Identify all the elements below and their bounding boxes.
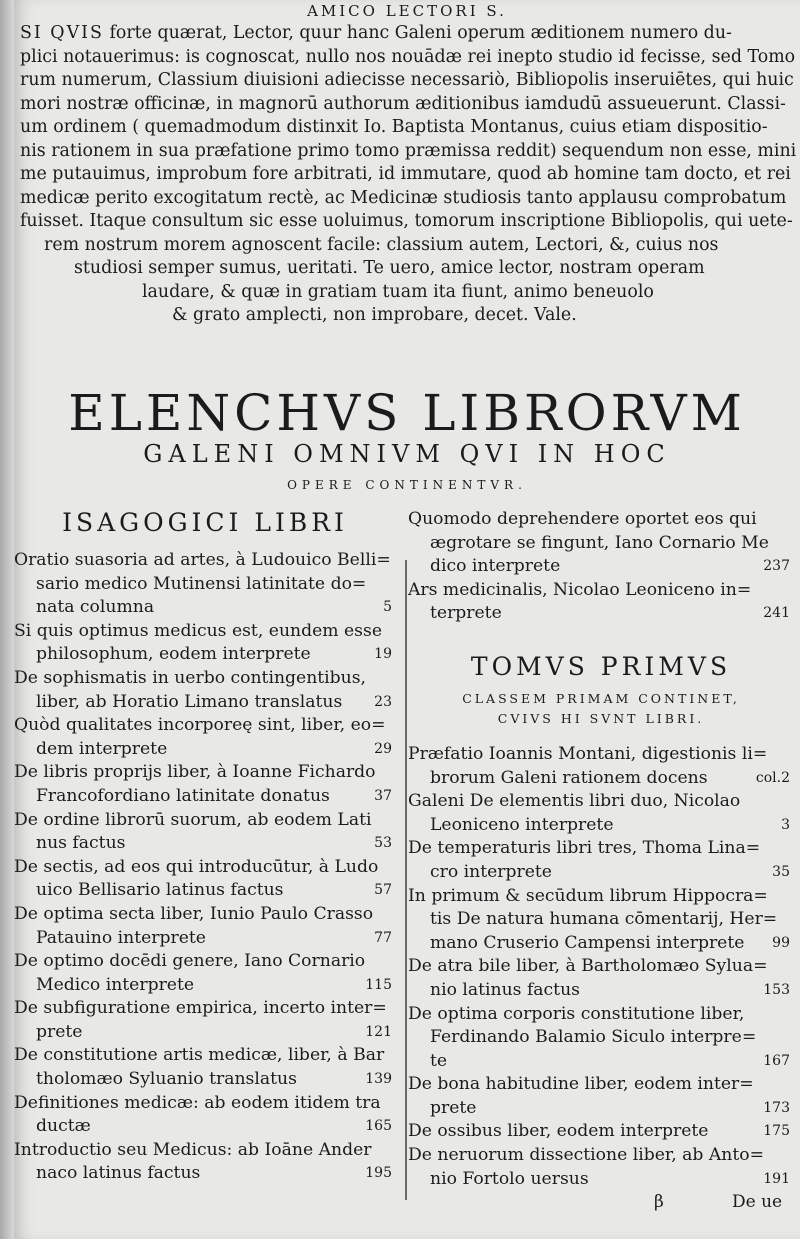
- right-column: [408, 508, 794, 1191]
- catalog-entry: [14, 1139, 396, 1186]
- entry-line: tholomæo Syluanio translatus: [36, 1069, 297, 1090]
- entry-line: De neruorum dissectione liber, ab Anto=: [408, 1145, 765, 1166]
- entry-line: dem interprete: [36, 738, 168, 759]
- preface-line: [14, 116, 800, 140]
- entry-line: De sophismatis in uerbo contingentibus,: [14, 667, 367, 688]
- catalog-entry: [408, 579, 794, 626]
- entry-line: ægrotare se fingunt, Iano Cornario Me: [430, 532, 769, 553]
- catalog-entry: [14, 1044, 396, 1091]
- entry-line: De optima secta liber, Iunio Paulo Crasso: [14, 903, 374, 924]
- tomus-subheading-1: CLASSEM PRIMAM CONTINET,: [462, 690, 740, 706]
- entry-line: ductæ: [36, 1116, 91, 1137]
- preface-line: [14, 22, 800, 46]
- entry-line: Francofordiano latinitate donatus: [36, 785, 330, 806]
- preface-line: [14, 46, 800, 70]
- entry-line: Præfatio Ioannis Montani, digestionis li=: [408, 743, 768, 764]
- catalog-entry: [408, 743, 794, 790]
- entry-line: Introductio seu Medicus: ab Ioāne Ander: [14, 1139, 372, 1160]
- entry-line: brorum Galeni rationem docens: [430, 767, 708, 788]
- entry-page-number: 5: [383, 599, 392, 616]
- entry-line: Definitiones medicæ: ab eodem itidem tra: [14, 1092, 381, 1113]
- title-main: ELENCHVS LIBRORVM: [68, 384, 746, 442]
- entry-page-number: 35: [772, 863, 790, 880]
- entry-line: Patauino interprete: [36, 927, 206, 948]
- catalog-entry: [14, 809, 396, 856]
- preface-lead-word: SI QVIS: [20, 23, 104, 43]
- entry-line: Ferdinando Balamio Siculo interpre=: [430, 1027, 757, 1048]
- entry-page-number: 57: [374, 882, 392, 899]
- entry-line: uico Bellisario latinus factus: [36, 880, 284, 901]
- preface-line: [14, 304, 800, 328]
- entry-page-number: 19: [374, 646, 392, 663]
- entry-line: mano Cruserio Campensi interprete: [430, 932, 745, 953]
- preface-line-text: forte quærat, Lector, quur hanc Galeni operum æditionem numero du-: [103, 23, 732, 43]
- entry-line: sario medico Mutinensi latinitate do=: [36, 573, 367, 594]
- catalog-entry: [14, 1092, 396, 1139]
- entry-line: terprete: [430, 603, 502, 624]
- catalog-entry: [14, 761, 396, 808]
- preface-line-text: um ordinem ( quemadmodum distinxit Io. Baptista Montanus, cuius etiam dispositio-: [20, 117, 768, 137]
- entry-page-number: 165: [365, 1118, 392, 1135]
- signature-mark: β: [654, 1192, 664, 1212]
- entry-page-number: 77: [374, 929, 392, 946]
- tomus-subheading-2: CVIVS HI SVNT LIBRI.: [497, 710, 705, 726]
- entry-page-number: 99: [772, 934, 790, 951]
- preface-line: [14, 69, 800, 93]
- entry-page-number: 173: [763, 1099, 790, 1116]
- entry-page-number: 23: [374, 693, 392, 710]
- entry-line: nio latinus factus: [430, 979, 580, 1000]
- entry-line: te: [430, 1050, 448, 1071]
- entry-line: nata columna: [36, 597, 155, 618]
- catalog-entry: [14, 667, 396, 714]
- entry-line: nus factus: [36, 833, 126, 854]
- preface-line-text: rum numerum, Classium diuisioni adiecisse necessariò, Bibliopolis inseruiētes, qui huic: [20, 70, 794, 90]
- entry-page-number: 139: [365, 1071, 392, 1088]
- entry-page-number: 29: [374, 740, 392, 757]
- entry-line: naco latinus factus: [36, 1163, 201, 1184]
- catalog-entry: [14, 714, 396, 761]
- entry-line: prete: [36, 1021, 83, 1042]
- catalog-entry: [14, 549, 396, 620]
- entry-line: De bona habitudine liber, eodem inter=: [408, 1074, 754, 1095]
- entry-page-number: 191: [763, 1170, 790, 1187]
- running-head: AMICO LECTORI S.: [307, 2, 507, 20]
- entry-line: De ossibus liber, eodem interprete: [408, 1121, 709, 1142]
- entry-page-number: 115: [365, 976, 392, 993]
- preface-line: [14, 234, 800, 258]
- entry-page-number: col.2: [755, 769, 790, 786]
- catalog-entry: [14, 856, 396, 903]
- left-column: [14, 508, 396, 1186]
- catalog-entry: [14, 950, 396, 997]
- entry-line: liber, ab Horatio Limano translatus: [36, 691, 343, 712]
- preface-line: [14, 210, 800, 234]
- binding-gutter: [0, 0, 14, 1239]
- preface-line-text: nis rationem in sua præfatione primo tomo præmissa reddit) sequendum non esse, mini: [20, 140, 797, 161]
- preface-paragraph: [14, 22, 800, 328]
- entry-line: Ars medicinalis, Nicolao Leoniceno in=: [408, 579, 752, 600]
- entry-line: Leoniceno interprete: [430, 814, 614, 835]
- column-divider: [405, 560, 407, 1200]
- preface-line-text: mori nostræ officinæ, in magnorū authorum æditionibus iamdudū assueuerunt. Classi-: [20, 93, 786, 114]
- entry-line: dico interprete: [430, 556, 561, 577]
- entry-line: Si quis optimus medicus est, eundem esse: [14, 620, 382, 641]
- preface-line: [14, 163, 800, 187]
- entry-line: Galeni De elementis libri duo, Nicolao: [408, 791, 741, 812]
- entry-line: De libris proprijs liber, à Ioanne Fichardo: [14, 762, 376, 783]
- preface-line-text: me putauimus, improbum fore arbitrati, id immutare, quod ab homine tam docto, et rei: [20, 164, 791, 184]
- entry-line: De subfiguratione empirica, incerto inter=: [14, 998, 387, 1019]
- catalog-entry: [14, 620, 396, 667]
- title-subtitle: GALENI OMNIVM QVI IN HOC: [143, 440, 671, 468]
- catalog-entry: [408, 885, 794, 956]
- entry-line: philosophum, eodem interprete: [36, 644, 311, 665]
- preface-line-text: plici notauerimus: is cognoscat, nullo nos nouādæ rei inepto studio id fecisse, sed Tomo: [20, 46, 796, 67]
- preface-line-text: studiosi semper sumus, ueritati. Te uero, amice lector, nostram operam: [74, 258, 705, 278]
- catalog-entry: [408, 508, 794, 579]
- entry-line: Quòd qualitates incorporeę sint, liber, eo=: [14, 715, 386, 736]
- right-entry-list: [408, 743, 794, 1191]
- entry-line: De ordine librorū suorum, ab eodem Lati: [14, 809, 372, 830]
- catalog-entry: [14, 903, 396, 950]
- preface-line-text: medicæ perito excogitatum rectè, ac Medicinæ studiosis tanto applausu comprobatum: [20, 187, 787, 208]
- entry-line: In primum & secūdum librum Hippocra=: [408, 885, 768, 906]
- preface-line: [14, 140, 800, 164]
- entry-line: De optima corporis constitutione liber,: [408, 1003, 745, 1024]
- entry-line: nio Fortolo uersus: [430, 1168, 589, 1189]
- entry-page-number: 53: [374, 835, 392, 852]
- catalog-entry: [408, 1003, 794, 1074]
- entry-page-number: 153: [763, 981, 790, 998]
- entry-line: Medico interprete: [36, 974, 195, 995]
- left-entry-list: [14, 549, 396, 1186]
- entry-line: Oratio suasoria ad artes, à Ludouico Belli=: [14, 550, 391, 570]
- catalog-entry: [408, 1073, 794, 1120]
- book-page: [14, 0, 800, 1239]
- right-top-entry-list: [408, 508, 794, 626]
- catalog-entry: [14, 997, 396, 1044]
- catalog-entry: [408, 1144, 794, 1191]
- preface-line: [14, 93, 800, 117]
- entry-page-number: 241: [763, 605, 790, 622]
- catchword: De ue: [732, 1192, 783, 1212]
- entry-page-number: 121: [365, 1023, 392, 1040]
- title-subtitle-2: OPERE CONTINENTVR.: [287, 478, 527, 492]
- entry-line: De constitutione artis medicæ, liber, à Bar: [14, 1045, 385, 1066]
- entry-page-number: 195: [365, 1165, 392, 1182]
- catalog-entry: [408, 1120, 794, 1144]
- preface-line: [14, 281, 800, 305]
- catalog-entry: [408, 790, 794, 837]
- catalog-entry: [408, 955, 794, 1002]
- entry-page-number: 167: [763, 1052, 790, 1069]
- catalog-entry: [408, 837, 794, 884]
- entry-line: cro interprete: [430, 861, 552, 882]
- entry-line: tis De natura humana cōmentarij, Her=: [430, 909, 778, 930]
- entry-line: De atra bile liber, à Bartholomæo Sylua=: [408, 956, 768, 977]
- preface-line-text: laudare, & quæ in gratiam tuam ita fiunt, animo beneuolo: [142, 281, 654, 302]
- preface-line: [14, 187, 800, 211]
- entry-line: De temperaturis libri tres, Thoma Lina=: [408, 838, 761, 859]
- preface-line-text: fuisset. Itaque consultum sic esse uoluimus, tomorum inscriptione Bibliopolis, qui uete-: [20, 211, 793, 231]
- entry-line: De optimo docēdi genere, Iano Cornario: [14, 951, 366, 972]
- preface-line: [14, 257, 800, 281]
- entry-line: prete: [430, 1097, 477, 1118]
- entry-page-number: 3: [781, 816, 790, 833]
- tomus-heading: TOMVS PRIMVS: [470, 651, 732, 681]
- preface-line-text: & grato amplecti, non improbare, decet. Vale.: [172, 305, 577, 325]
- entry-line: De sectis, ad eos qui introducūtur, à Ludo: [14, 856, 379, 877]
- preface-line-text: rem nostrum morem agnoscent facile: classium autem, Lectori, &, cuius nos: [44, 234, 719, 255]
- left-column-heading: ISAGOGICI LIBRI: [62, 508, 348, 537]
- entry-page-number: 175: [763, 1123, 790, 1140]
- entry-page-number: 237: [763, 558, 790, 575]
- entry-page-number: 37: [374, 787, 392, 804]
- entry-line: Quomodo deprehendere oportet eos qui: [408, 509, 757, 529]
